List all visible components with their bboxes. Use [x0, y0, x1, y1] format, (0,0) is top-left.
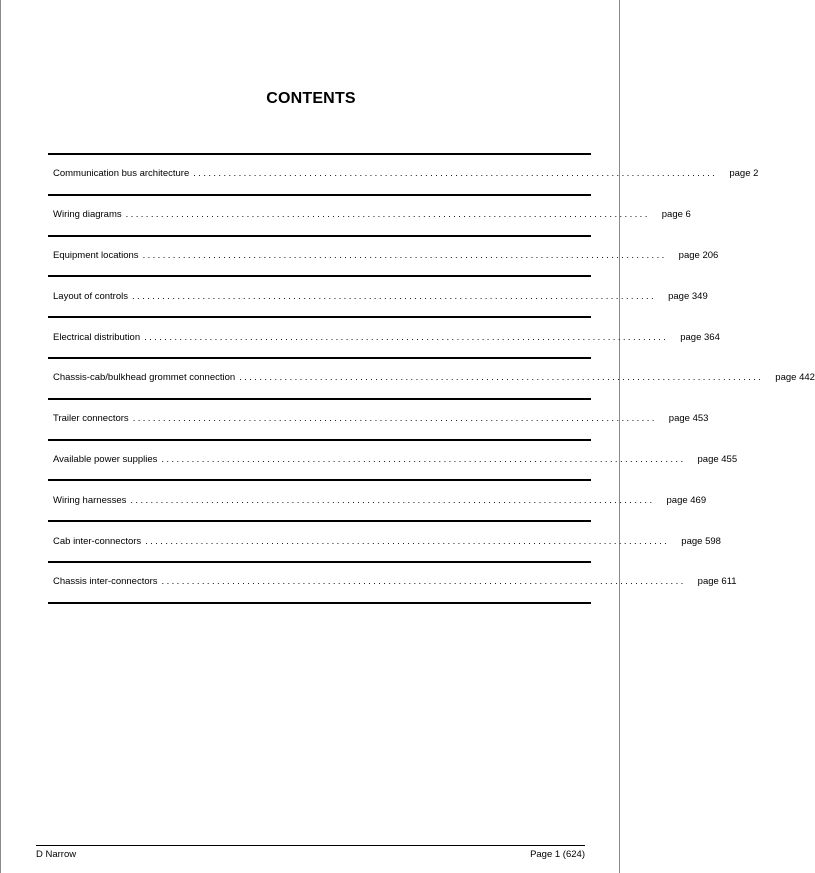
toc-page-number: page 6 [661, 209, 691, 221]
toc-page-number: page 455 [697, 453, 738, 465]
toc-page-number: page 364 [680, 331, 720, 343]
toc-row[interactable] [48, 563, 737, 604]
toc-row[interactable] [48, 196, 691, 237]
toc-row[interactable] [48, 359, 815, 400]
toc-row[interactable] [48, 155, 759, 196]
toc-row[interactable] [48, 318, 720, 359]
toc-entry-label: Cab inter-connectors [53, 535, 142, 547]
toc-entry-label: Trailer connectors [53, 413, 129, 425]
table-of-contents [48, 153, 815, 604]
toc-entry-label: Chassis-cab/bulkhead grommet connection [53, 372, 236, 384]
dot-leader: ........................................................................................................ [161, 453, 686, 465]
toc-row[interactable] [48, 441, 738, 482]
toc-entry-label: Chassis inter-connectors [53, 576, 158, 588]
toc-entry-label: Wiring diagrams [53, 209, 122, 221]
toc-row[interactable] [48, 400, 709, 441]
dot-leader: ........................................................................................................ [132, 413, 657, 425]
toc-page-number: page 598 [681, 535, 721, 547]
footer-document-name: D Narrow [36, 849, 77, 860]
footer-page-number: Page 1 (624) [530, 849, 585, 860]
dot-leader: ........................................................................................................ [239, 372, 764, 384]
toc-page-number: page 469 [666, 494, 707, 506]
dot-leader: ........................................................................................................ [142, 249, 667, 261]
dot-leader: ........................................................................................................ [144, 331, 669, 343]
toc-page-number: page 453 [668, 413, 709, 425]
toc-entry-label: Available power supplies [53, 453, 158, 465]
dot-leader: ........................................................................................................ [132, 290, 657, 302]
toc-entry-label: Equipment locations [53, 249, 139, 261]
toc-row[interactable] [48, 277, 708, 318]
dot-leader: ........................................................................................................ [145, 535, 670, 547]
toc-page-number: page 442 [775, 372, 815, 384]
toc-page-number: page 2 [729, 168, 759, 180]
toc-entry-label: Electrical distribution [53, 331, 141, 343]
footer-divider [36, 845, 585, 846]
toc-row[interactable] [48, 237, 719, 278]
toc-row[interactable] [48, 522, 721, 563]
toc-row[interactable] [48, 481, 707, 522]
toc-page-number: page 611 [697, 576, 737, 588]
dot-leader: ........................................................................................................ [130, 494, 655, 506]
page-title: CONTENTS [266, 90, 356, 107]
toc-entry-label: Wiring harnesses [53, 494, 127, 506]
toc-page-number: page 206 [678, 249, 719, 261]
toc-page-number: page 349 [668, 290, 708, 302]
dot-leader: ........................................................................................................ [125, 209, 650, 221]
toc-entry-label: Communication bus architecture [53, 168, 190, 180]
dot-leader: ........................................................................................................ [193, 168, 718, 180]
dot-leader: ........................................................................................................ [161, 576, 686, 588]
toc-entry-label: Layout of controls [53, 290, 128, 302]
